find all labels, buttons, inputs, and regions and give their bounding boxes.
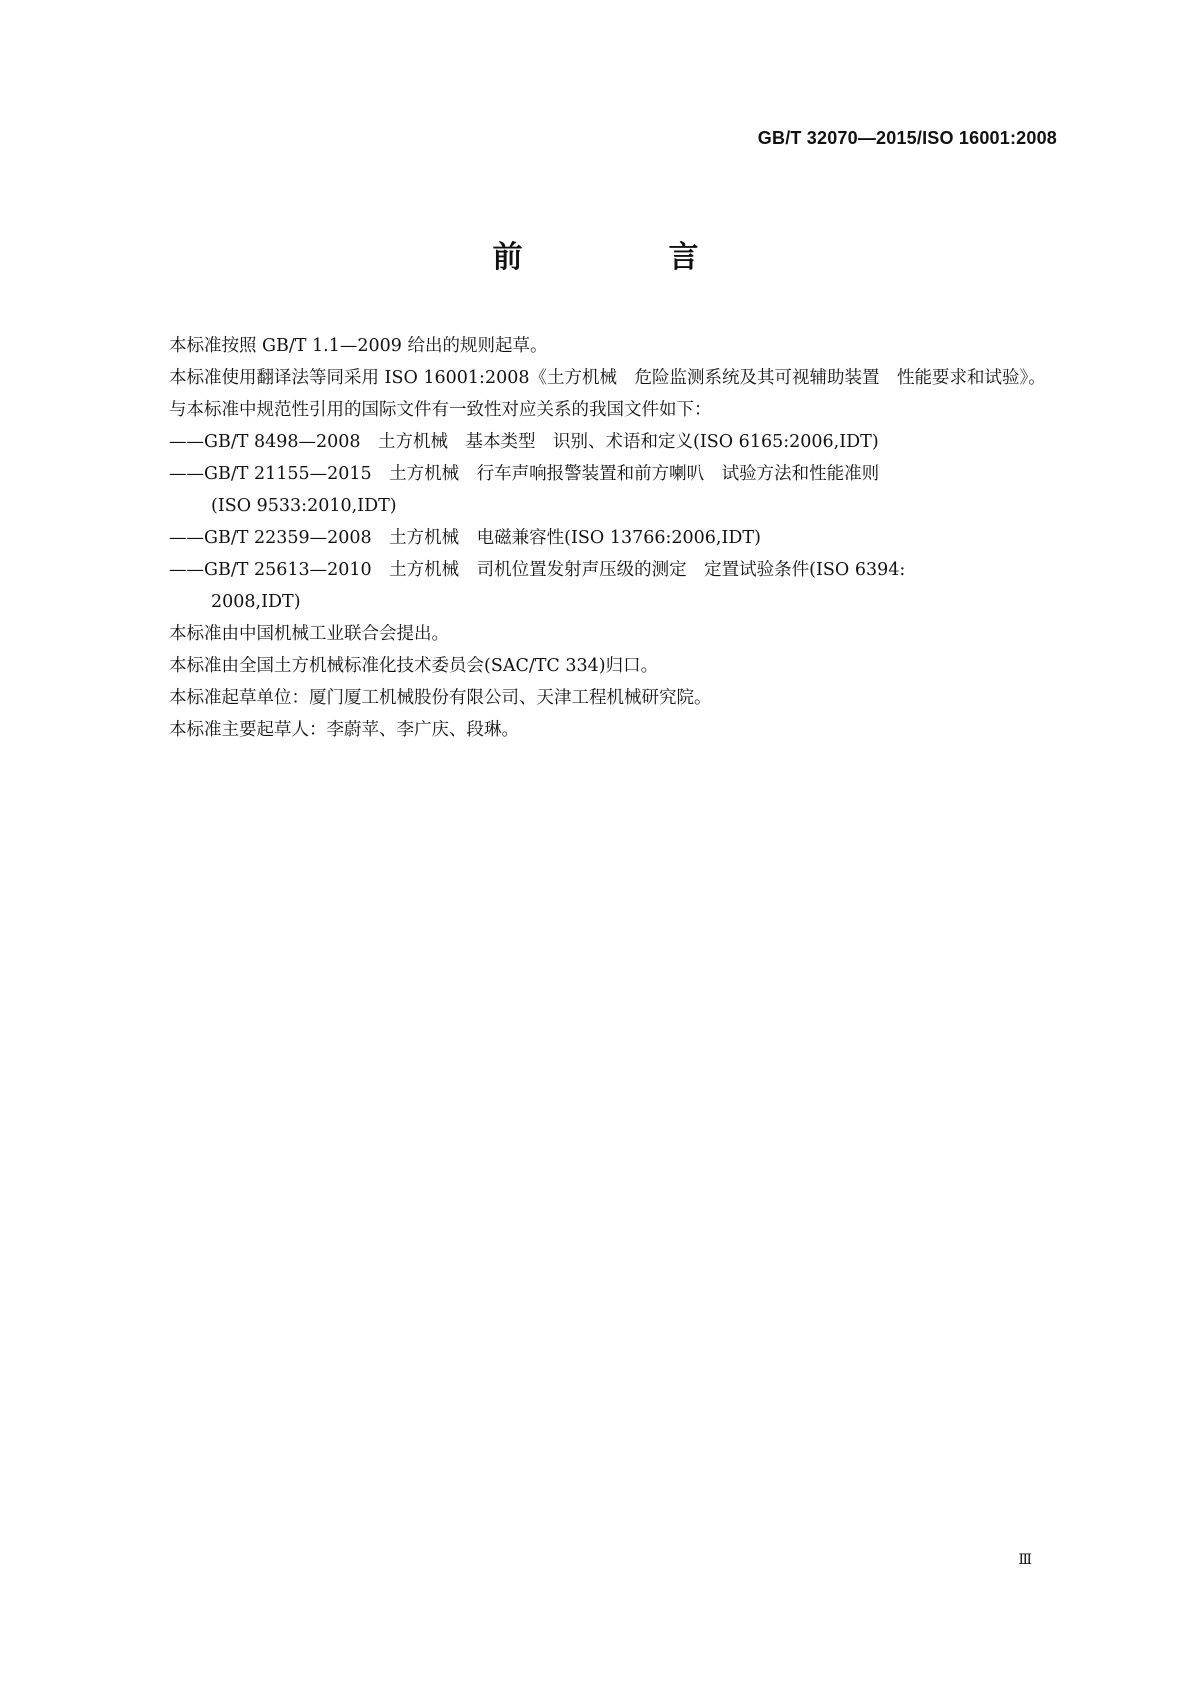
reference-item (134, 458, 1057, 522)
reference-item (134, 554, 1057, 618)
page-title: 前 言 (492, 240, 757, 275)
paragraph-drafters: 本标准主要起草人：李蔚苹、李广庆、段琳。 (169, 720, 519, 740)
reference-item-text: ——GB/T 21155—2015 土方机械 行车声响报警装置和前方喇叭 试验方法和性能准则 (169, 464, 880, 484)
reference-item-continuation: 2008,IDT) (211, 592, 301, 612)
reference-item-text: ——GB/T 8498—2008 土方机械 基本类型 识别、术语和定义(ISO 6165:2006,IDT) (169, 432, 879, 452)
standard-code-header: GB/T 32070—2015/ISO 16001:2008 (757, 128, 1057, 148)
paragraph-centralized-by: 本标准由全国土方机械标准化技术委员会(SAC/TC 334)归口。 (169, 656, 659, 676)
page-number: Ⅲ (1018, 1552, 1032, 1568)
reference-item (134, 522, 1057, 554)
reference-item (134, 426, 1057, 458)
paragraph-proposer: 本标准由中国机械工业联合会提出。 (169, 624, 449, 644)
paragraph-adoption: 本标准使用翻译法等同采用 ISO 16001:2008《土方机械 危险监测系统及其可视辅助装置 性能要求和试验》。 (169, 368, 1046, 388)
paragraph-reference-intro: 与本标准中规范性引用的国际文件有一致性对应关系的我国文件如下： (169, 400, 712, 420)
reference-item-text: ——GB/T 25613—2010 土方机械 司机位置发射声压级的测定 定置试验条件(ISO 6394: (169, 560, 906, 580)
reference-item-text: ——GB/T 22359—2008 土方机械 电磁兼容性(ISO 13766:2006,IDT) (169, 528, 761, 548)
paragraph-drafting-units: 本标准起草单位：厦门厦工机械股份有限公司、天津工程机械研究院。 (169, 688, 712, 708)
foreword-body (134, 330, 1057, 746)
paragraph-drafting-rules: 本标准按照 GB/T 1.1—2009 给出的规则起草。 (169, 336, 548, 356)
reference-item-continuation: (ISO 9533:2010,IDT) (211, 496, 397, 516)
